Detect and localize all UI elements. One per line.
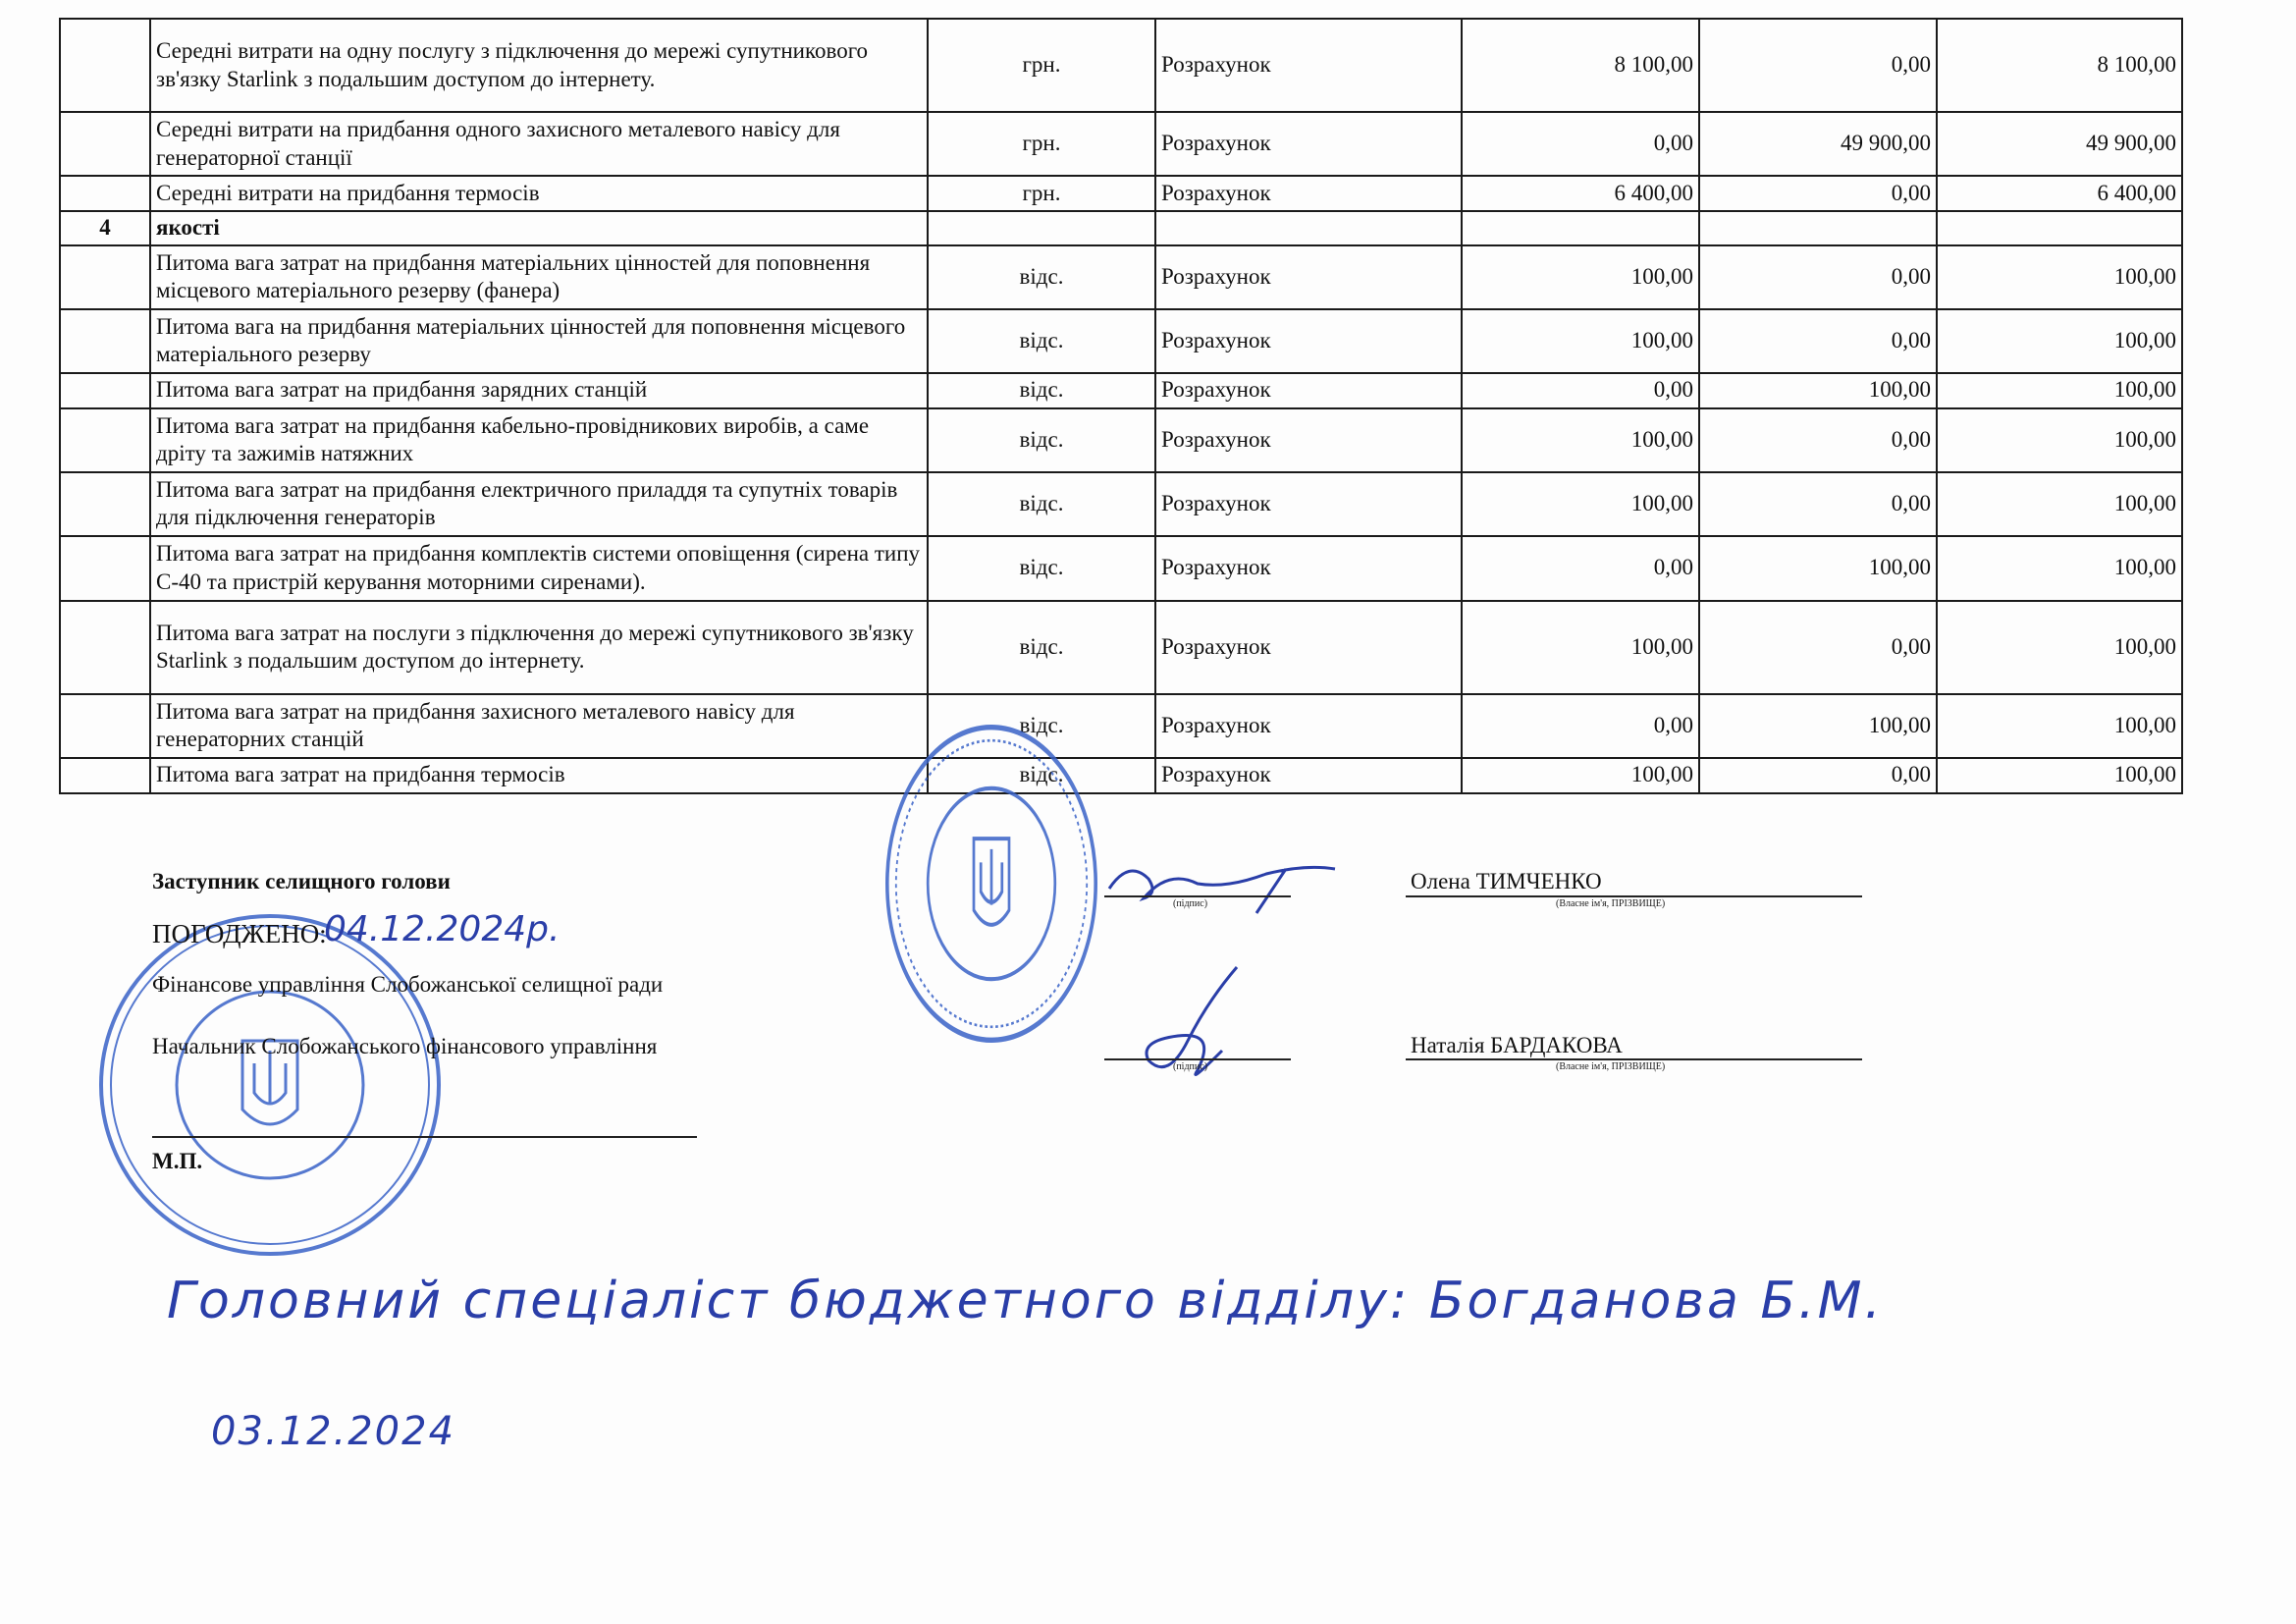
- value-2-cell: 0,00: [1699, 245, 1937, 309]
- value-2-cell: 49 900,00: [1699, 112, 1937, 176]
- unit-cell: відс.: [928, 472, 1155, 536]
- row-number: [60, 373, 150, 408]
- value-1-cell: 100,00: [1462, 758, 1699, 793]
- indicators-table: [59, 18, 2183, 794]
- source-cell: [1155, 211, 1462, 245]
- person-1-line: [1406, 895, 1862, 897]
- value-1-cell: 8 100,00: [1462, 19, 1699, 112]
- source-cell: Розрахунок: [1155, 176, 1462, 211]
- row-number: [60, 694, 150, 758]
- seal-place-label: М.П.: [152, 1149, 203, 1173]
- value-2-cell: 0,00: [1699, 408, 1937, 472]
- unit-cell: грн.: [928, 176, 1155, 211]
- signature-1-mark: [1090, 849, 1345, 918]
- table-row: [60, 19, 2182, 112]
- source-cell: Розрахунок: [1155, 112, 1462, 176]
- row-number: [60, 309, 150, 373]
- unit-cell: відс.: [928, 758, 1155, 793]
- indicator-name: Середні витрати на придбання термосів: [150, 176, 928, 211]
- value-3-cell: 49 900,00: [1937, 112, 2182, 176]
- value-1-cell: 100,00: [1462, 408, 1699, 472]
- indicator-name: Питома вага затрат на придбання зарядних станцій: [150, 373, 928, 408]
- value-1-cell: 100,00: [1462, 309, 1699, 373]
- row-number: [60, 408, 150, 472]
- unit-cell: [928, 211, 1155, 245]
- value-2-cell: 100,00: [1699, 694, 1937, 758]
- source-cell: Розрахунок: [1155, 472, 1462, 536]
- section-number: 4: [60, 211, 150, 245]
- row-number: [60, 112, 150, 176]
- table-row: [60, 536, 2182, 601]
- unit-cell: відс.: [928, 408, 1155, 472]
- signature-2-line: [1104, 1058, 1291, 1060]
- agreed-date: 04.12.2024р.: [324, 909, 561, 949]
- council-seal-stamp: [874, 717, 1109, 1051]
- value-3-cell: 100,00: [1937, 245, 2182, 309]
- value-3-cell: 100,00: [1937, 309, 2182, 373]
- source-cell: Розрахунок: [1155, 536, 1462, 601]
- indicator-name: Питома вага затрат на придбання кабельно-провідникових виробів, а саме дріту та зажимів натяжних: [150, 408, 928, 472]
- finance-head-title: Начальник Слобожанського фінансового управління: [152, 1034, 658, 1058]
- table-row: [60, 472, 2182, 536]
- unit-cell: грн.: [928, 19, 1155, 112]
- unit-cell: відс.: [928, 373, 1155, 408]
- unit-cell: відс.: [928, 601, 1155, 694]
- value-3-cell: 100,00: [1937, 601, 2182, 694]
- row-number: [60, 19, 150, 112]
- person-1-name: Олена ТИМЧЕНКО: [1411, 869, 1602, 893]
- finance-department: Фінансове управління Слобожанської селищної ради: [152, 972, 664, 997]
- value-2-cell: [1699, 211, 1937, 245]
- value-1-cell: 0,00: [1462, 694, 1699, 758]
- source-cell: Розрахунок: [1155, 758, 1462, 793]
- row-number: [60, 601, 150, 694]
- value-1-cell: 0,00: [1462, 112, 1699, 176]
- table-row: [60, 408, 2182, 472]
- source-cell: Розрахунок: [1155, 408, 1462, 472]
- person-2-name: Наталія БАРДАКОВА: [1411, 1033, 1623, 1057]
- value-2-cell: 0,00: [1699, 19, 1937, 112]
- handwritten-date: 03.12.2024: [211, 1409, 456, 1454]
- unit-cell: відс.: [928, 309, 1155, 373]
- indicator-name: Питома вага на придбання матеріальних цінностей для поповнення місцевого матеріального резерву: [150, 309, 928, 373]
- finance-seal-stamp: [93, 908, 447, 1262]
- row-number: [60, 472, 150, 536]
- value-3-cell: 100,00: [1937, 758, 2182, 793]
- source-cell: Розрахунок: [1155, 309, 1462, 373]
- source-cell: Розрахунок: [1155, 19, 1462, 112]
- value-1-cell: 100,00: [1462, 245, 1699, 309]
- indicator-name: Питома вага затрат на придбання матеріальних цінностей для поповнення місцевого матеріального резерву (фанера): [150, 245, 928, 309]
- source-cell: Розрахунок: [1155, 373, 1462, 408]
- section-row: [60, 211, 2182, 245]
- person-2-line: [1406, 1058, 1862, 1060]
- deputy-title: Заступник селищного голови: [152, 869, 451, 893]
- indicator-name: Середні витрати на одну послугу з підключення до мережі супутникового зв'язку Starlink з подальшим доступом до інтернету.: [150, 19, 928, 112]
- value-2-cell: 100,00: [1699, 536, 1937, 601]
- indicators-table-body: [60, 19, 2182, 793]
- value-1-cell: 0,00: [1462, 536, 1699, 601]
- row-number: [60, 758, 150, 793]
- agreed-label: ПОГОДЖЕНО:: [152, 919, 327, 948]
- value-1-cell: 100,00: [1462, 601, 1699, 694]
- value-3-cell: 100,00: [1937, 472, 2182, 536]
- finance-signature-line: [152, 1136, 697, 1138]
- value-3-cell: [1937, 211, 2182, 245]
- value-2-cell: 0,00: [1699, 176, 1937, 211]
- unit-cell: грн.: [928, 112, 1155, 176]
- indicator-name: Середні витрати на придбання одного захисного металевого навісу для генераторної станції: [150, 112, 928, 176]
- value-2-cell: 0,00: [1699, 601, 1937, 694]
- signature-2-caption: (підпис): [1173, 1061, 1208, 1072]
- source-cell: Розрахунок: [1155, 601, 1462, 694]
- value-3-cell: 100,00: [1937, 694, 2182, 758]
- row-number: [60, 176, 150, 211]
- indicator-name: Питома вага затрат на придбання термосів: [150, 758, 928, 793]
- source-cell: Розрахунок: [1155, 245, 1462, 309]
- value-1-cell: 0,00: [1462, 373, 1699, 408]
- table-row: [60, 309, 2182, 373]
- source-cell: Розрахунок: [1155, 694, 1462, 758]
- unit-cell: відс.: [928, 694, 1155, 758]
- handwritten-note: Головний спеціаліст бюджетного відділу: Богданова Б.М.: [167, 1272, 1884, 1330]
- indicator-name: Питома вага затрат на послуги з підключення до мережі супутникового зв'язку Starlink з подальшим доступом до інтернету.: [150, 601, 928, 694]
- value-3-cell: 100,00: [1937, 373, 2182, 408]
- row-number: [60, 536, 150, 601]
- table-row: [60, 245, 2182, 309]
- unit-cell: відс.: [928, 245, 1155, 309]
- table-row: [60, 373, 2182, 408]
- table-row: [60, 758, 2182, 793]
- person-1-caption: (Власне ім'я, ПРІЗВИЩЕ): [1556, 898, 1666, 909]
- indicator-name: Питома вага затрат на придбання електричного приладдя та супутніх товарів для підключення генераторів: [150, 472, 928, 536]
- row-number: [60, 245, 150, 309]
- value-3-cell: 8 100,00: [1937, 19, 2182, 112]
- value-3-cell: 100,00: [1937, 536, 2182, 601]
- signature-1-line: [1104, 895, 1291, 897]
- unit-cell: відс.: [928, 536, 1155, 601]
- signature-1-caption: (підпис): [1173, 898, 1208, 909]
- person-2-caption: (Власне ім'я, ПРІЗВИЩЕ): [1556, 1061, 1666, 1072]
- indicator-name: Питома вага затрат на придбання захисного металевого навісу для генераторних станцій: [150, 694, 928, 758]
- table-row: [60, 112, 2182, 176]
- value-2-cell: 0,00: [1699, 758, 1937, 793]
- table-row: [60, 694, 2182, 758]
- section-title: якості: [150, 211, 928, 245]
- value-3-cell: 6 400,00: [1937, 176, 2182, 211]
- value-3-cell: 100,00: [1937, 408, 2182, 472]
- table-row: [60, 601, 2182, 694]
- value-2-cell: 100,00: [1699, 373, 1937, 408]
- indicator-name: Питома вага затрат на придбання комплектів системи оповіщення (сирена типу С-40 та пристрій керування моторними сиренами).: [150, 536, 928, 601]
- value-2-cell: 0,00: [1699, 472, 1937, 536]
- value-2-cell: 0,00: [1699, 309, 1937, 373]
- value-1-cell: 100,00: [1462, 472, 1699, 536]
- value-1-cell: [1462, 211, 1699, 245]
- table-row: [60, 176, 2182, 211]
- value-1-cell: 6 400,00: [1462, 176, 1699, 211]
